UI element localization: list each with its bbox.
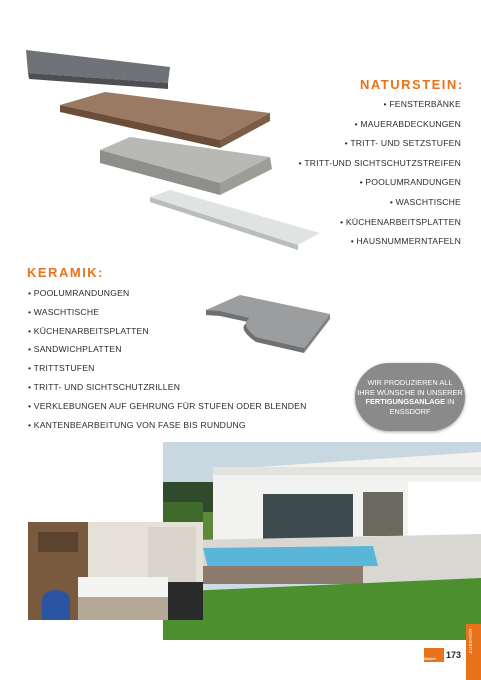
production-badge bbox=[355, 363, 465, 431]
list-item: • SANDWICHPLATTEN bbox=[28, 344, 307, 363]
stone-slabs-illustration bbox=[20, 45, 320, 255]
naturstein-list bbox=[299, 99, 461, 256]
list-item: • TRITTSTUFEN bbox=[28, 363, 307, 382]
slab-marble bbox=[150, 190, 320, 250]
logo-text: Stein+ bbox=[424, 656, 437, 661]
list-item: • TRITT- UND SETZSTUFEN bbox=[299, 138, 461, 158]
badge-line-1: WIR PRODUZIEREN ALL bbox=[367, 378, 453, 387]
badge-line-2: IHRE WÜNSCHE IN UNSERER bbox=[357, 387, 463, 397]
slab-granite bbox=[26, 50, 170, 89]
list-item: • POOLUMRANDUNGEN bbox=[28, 288, 307, 307]
badge-line-3-rest: IN bbox=[445, 397, 455, 406]
side-tab-label: ZUBEHÖR bbox=[468, 628, 473, 654]
list-item: • KÜCHENARBEITSPLATTEN bbox=[299, 217, 461, 237]
section-side-tab bbox=[466, 624, 481, 680]
keramik-title: KERAMIK: bbox=[27, 265, 104, 280]
badge-line-3 bbox=[355, 397, 465, 407]
list-item: • WASCHTISCHE bbox=[299, 197, 461, 217]
bathroom-photo bbox=[28, 522, 203, 620]
list-item: • FENSTERBÄNKE bbox=[299, 99, 461, 119]
house-pool-photo bbox=[163, 442, 481, 640]
badge-highlight: FERTIGUNGSANLAGE bbox=[365, 397, 446, 406]
list-item: • POOLUMRANDUNGEN bbox=[299, 177, 461, 197]
list-item: • VERKLEBUNGEN AUF GEHRUNG FÜR STUFEN ODER BLENDEN bbox=[28, 401, 307, 420]
badge-line-4: ENSSDORF bbox=[389, 406, 431, 416]
slab-travertine bbox=[60, 92, 270, 148]
list-item: • HAUSNUMMERNTAFELN bbox=[299, 236, 461, 256]
slab-rough-granite bbox=[100, 137, 272, 195]
company-logo bbox=[424, 648, 444, 662]
list-item: • KANTENBEARBEITUNG VON FASE BIS RUNDUNG bbox=[28, 420, 307, 439]
list-item: • TRITT- UND SICHTSCHUTZRILLEN bbox=[28, 382, 307, 401]
list-item: • KÜCHENARBEITSPLATTEN bbox=[28, 326, 307, 345]
page-number: 173 bbox=[446, 650, 462, 660]
naturstein-title: NATURSTEIN: bbox=[360, 77, 464, 92]
ceramic-pool-edge-tile bbox=[200, 290, 335, 360]
list-item: • TRITT-UND SICHTSCHUTZSTREIFEN bbox=[299, 158, 461, 178]
list-item: • WASCHTISCHE bbox=[28, 307, 307, 326]
list-item: • MAUERABDECKUNGEN bbox=[299, 119, 461, 139]
